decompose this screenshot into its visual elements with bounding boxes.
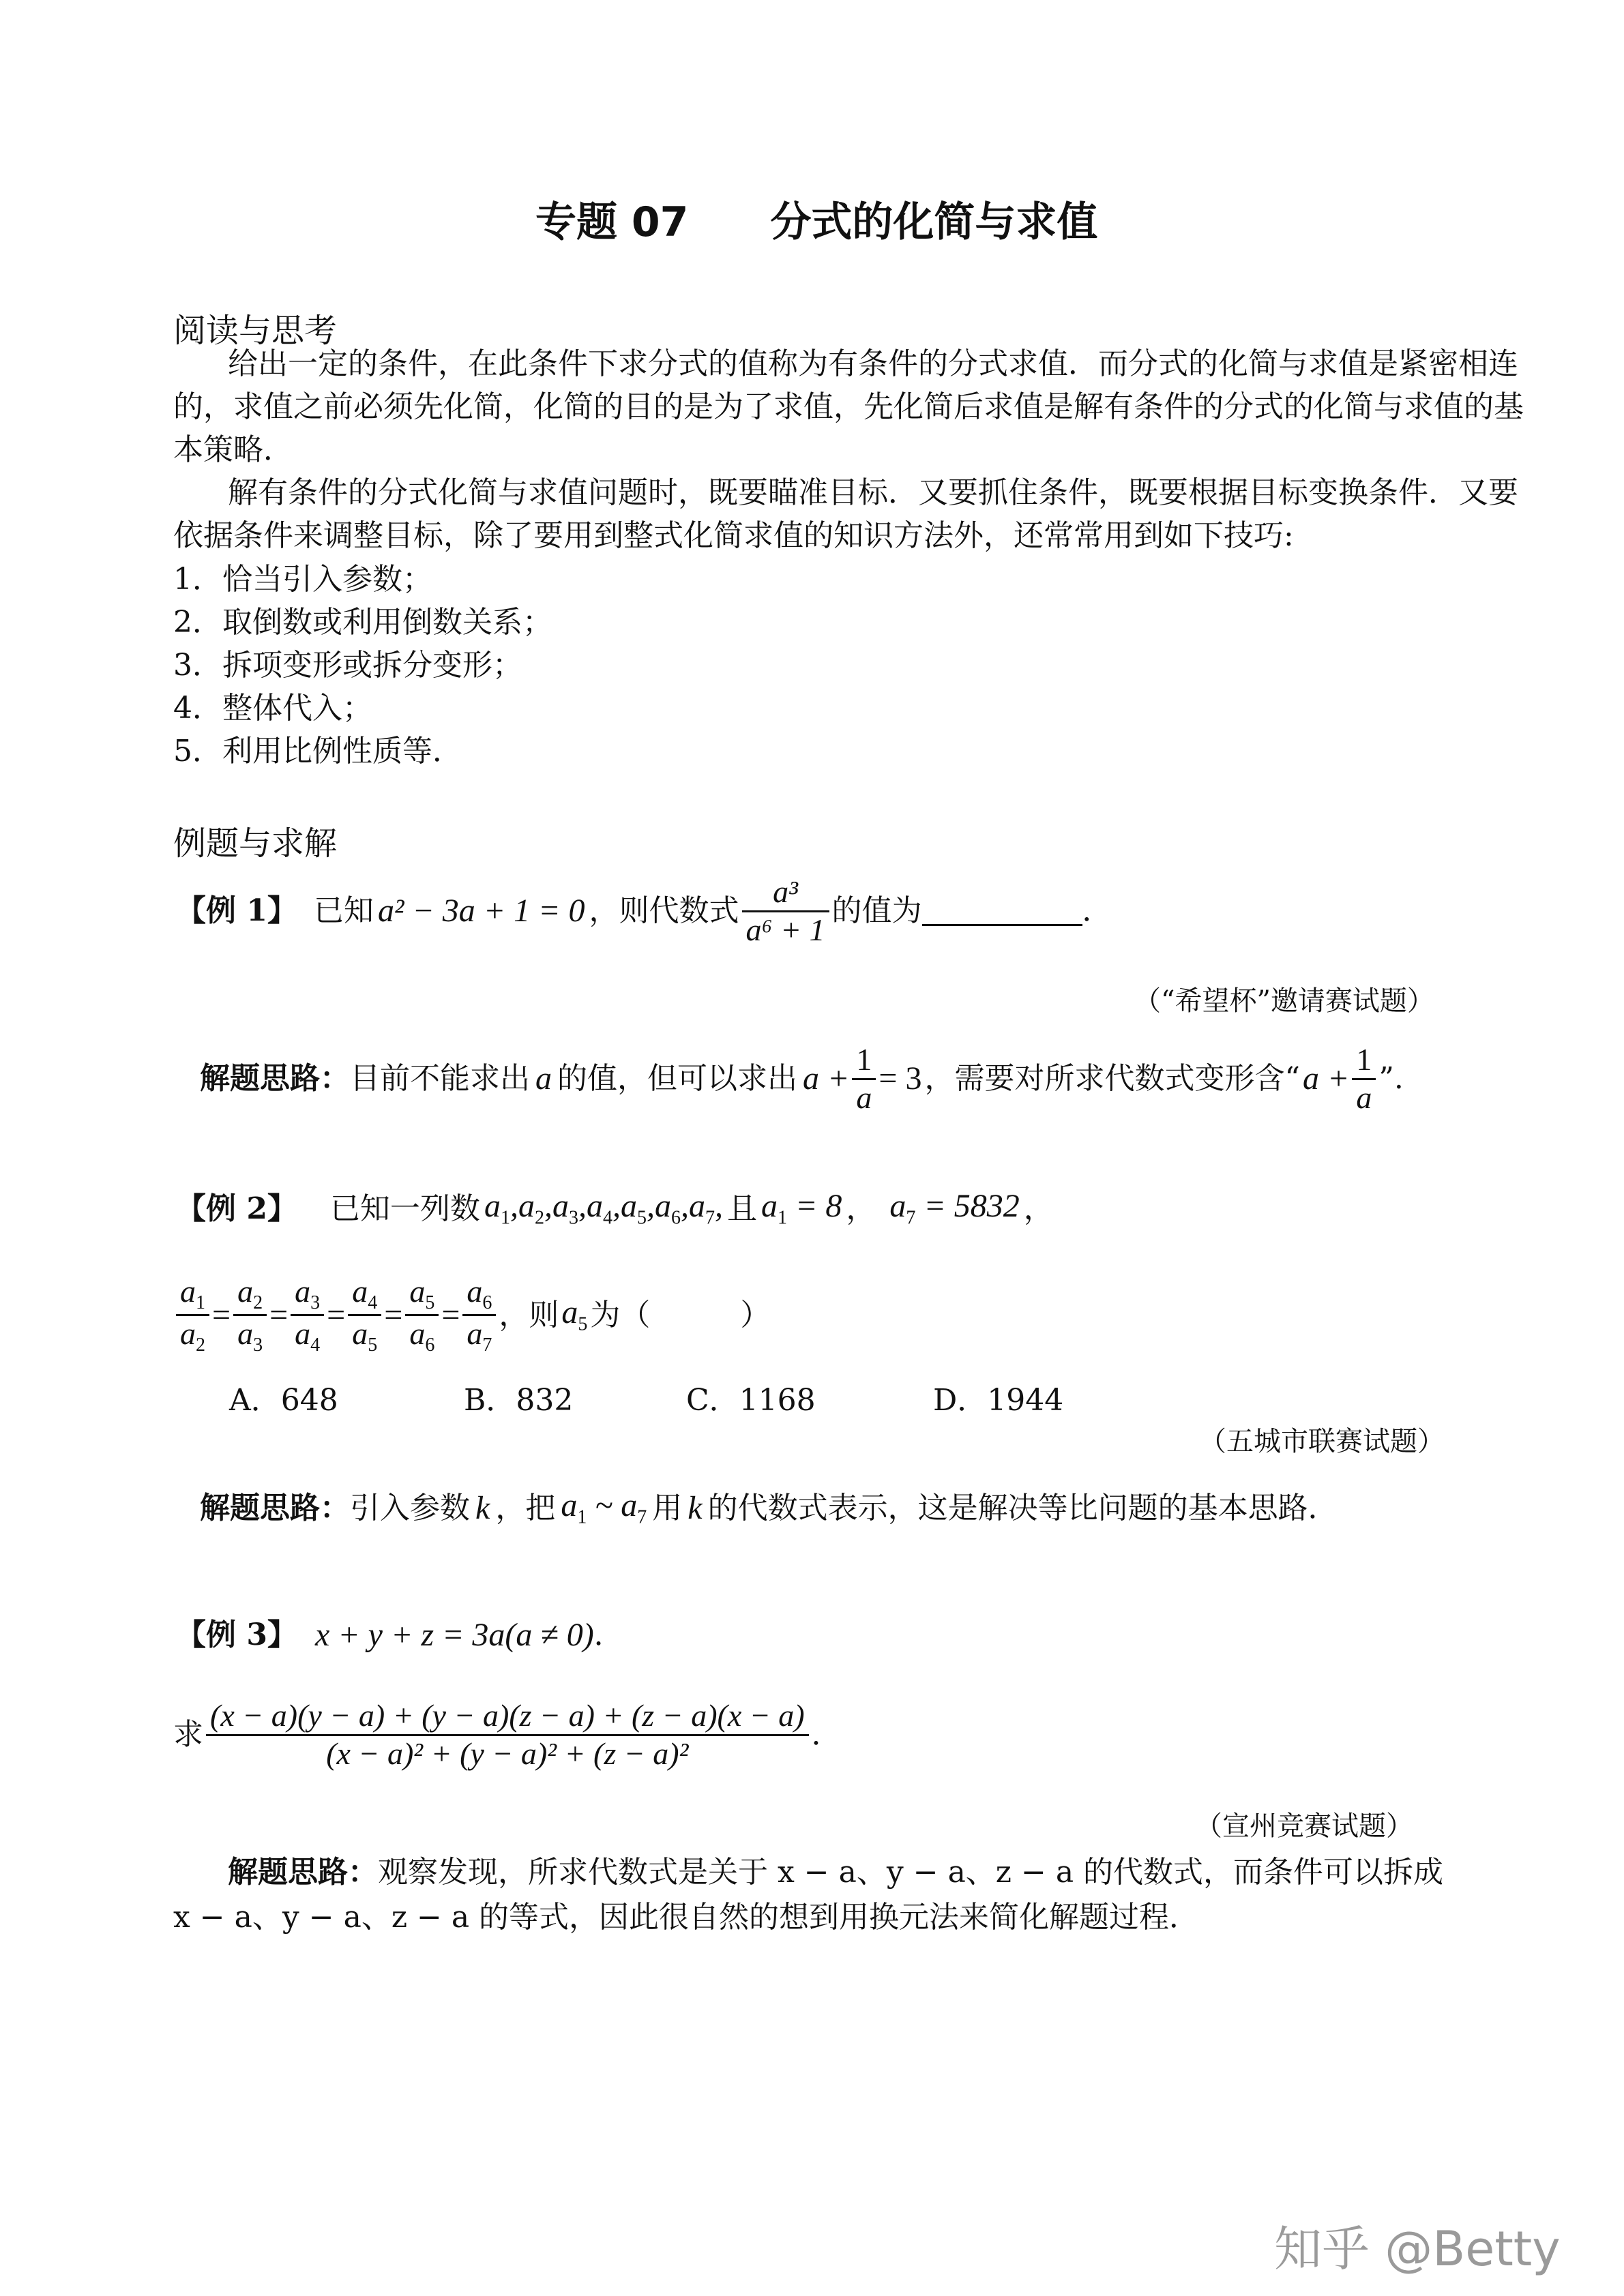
hint-text: 的值，但可以求出 [557,1061,797,1097]
fraction-numerator: a³ [742,874,829,912]
example-1-text: ，则代数式 [589,893,739,929]
example-3-source: （宣州竞赛试题） [1195,1810,1413,1842]
hint-text: ，需要对所求代数式变形含“ [924,1061,1300,1097]
example-2-text: ， [846,1191,876,1226]
hint-text: 用 [652,1490,683,1525]
example-2-text: 已知一列数 [329,1191,480,1226]
example-1-fraction [742,874,829,949]
example-2-text: ， [1023,1191,1054,1226]
hint-text: 观察发现，所求代数式是关于 x − a、y − a、z − a 的代数式，而条件可以拆成 [378,1855,1444,1890]
math-symbol: = [327,1296,346,1333]
option: D．1944 [933,1383,1064,1418]
fraction-denominator: (x − a)² + (y − a)² + (z − a)² [326,1735,689,1771]
technique-item: 3．拆项变形或拆分变形； [173,648,522,683]
example-3-expression [173,1698,842,1772]
ratio-fraction: $\frac{a_1}{a_2}$ [176,1274,209,1357]
math-symbol: $a_5$ [561,1294,588,1335]
reading-paragraph-2-line-1: 解有条件的分式化简与求值问题时，既要瞄准目标．又要抓住条件，既要根据目标变换条件．又要 [228,475,1518,510]
fraction-one-over-a: $\frac{1}{a}$ [852,1042,876,1116]
ratio-fraction: $\frac{a_2}{a_3}$ [233,1274,267,1357]
example-1-text: 已知 [313,893,374,929]
ratio-fraction: $\frac{a_3}{a_4}$ [291,1274,324,1357]
math-symbol: = [269,1296,289,1333]
example-3-text: ． [811,1717,842,1753]
reading-paragraph-1-line-2: 的，求值之前必须先化简，化简的目的是为了求值，先化简后求值是解有条件的分式的化简与求值的基 [173,389,1524,424]
technique-item: 5．利用比例性质等． [173,734,462,769]
hint-text: ”. [1378,1061,1404,1097]
math-symbol: a + [1302,1060,1350,1097]
variable-a: a [535,1060,552,1097]
hint-label: 解题思路： [200,1061,350,1097]
option: A．648 [229,1383,338,1418]
example-2-ratios [173,1274,770,1357]
math-symbol: $a_1$ ~ $a_7$ [561,1487,647,1528]
example-3-condition: x + y + z = 3a(a ≠ 0) [314,1617,594,1653]
math-symbol: a + [803,1060,850,1097]
example-1-source: （“希望杯”邀请赛试题） [1134,985,1434,1017]
example-1-text: 的值为 [831,893,922,929]
example-3-hint-line-2: x − a、y − a、z − a 的等式，因此很自然的想到用换元法来简化解题过程． [173,1900,1200,1935]
example-2-text: ，则 [499,1297,559,1332]
hint-text: 的代数式表示，这是解决等比问题的基本思路． [707,1490,1338,1525]
example-1-tag: 【例 1】 [176,893,297,929]
example-3-fraction [206,1698,809,1772]
watermark: 知乎 @Betty [1274,2221,1561,2277]
math-symbol: = [384,1296,403,1333]
ratio-fraction: $\frac{a_5}{a_6}$ [405,1274,439,1357]
ratio-fraction: $\frac{a_4}{a_5}$ [348,1274,381,1357]
fraction-numerator: (x − a)(y − a) + (y − a)(z − a) + (z − a)(x − a) [206,1698,809,1736]
example-1-equation: a² − 3a + 1 = 0 [377,893,585,929]
reading-paragraph-1-line-3: 本策略． [173,432,293,467]
example-3-hint-line-1 [228,1855,1444,1890]
math-symbol: $a_1 = 8$ [761,1188,842,1229]
page-title: 专题 07 分式的化简与求值 [535,198,1098,246]
variable-k: k [475,1489,490,1526]
reading-paragraph-2-line-2: 依据条件来调整目标，除了要用到整式化简求值的知识方法外，还常常用到如下技巧: [173,518,1294,553]
fraction-denominator: a⁶ + 1 [745,912,825,947]
math-symbol: = 3 [879,1060,922,1097]
option: C．1168 [686,1383,816,1418]
option: B．832 [464,1383,574,1418]
hint-text: 目前不能求出 [350,1061,530,1097]
variable-k: k [688,1489,703,1526]
fraction-one-over-a: $\frac{1}{a}$ [1352,1042,1376,1116]
ratio-fraction: $\frac{a_6}{a_7}$ [462,1274,496,1357]
example-2-text: 为（ ） [590,1297,771,1332]
example-2-tag: 【例 2】 [176,1191,297,1226]
hint-label: 解题思路： [200,1490,350,1525]
technique-item: 4．整体代入； [173,691,372,726]
example-3-tag: 【例 3】 [176,1617,297,1652]
technique-item: 2．取倒数或利用倒数关系； [173,605,552,640]
math-symbol: = [212,1296,231,1333]
math-symbol: = [441,1296,460,1333]
example-3-text: 求 [173,1717,203,1753]
hint-text: 引入参数 [350,1490,470,1525]
hint-label: 解题思路： [228,1855,378,1890]
technique-item: 1．恰当引入参数； [173,562,432,597]
example-2-text: 且 [726,1191,757,1226]
example-1 [176,874,1112,949]
example-2 [176,1190,1054,1228]
math-symbol: $a_1,a_2,a_3,a_4,a_5,a_6,a_7$, [484,1188,723,1229]
example-2-hint [200,1489,1338,1527]
example-3-text: ． [593,1617,624,1652]
example-1-text: ． [1082,893,1112,929]
reading-paragraph-1-line-1: 给出一定的条件，在此条件下求分式的值称为有条件的分式求值．而分式的化简与求值是紧密相连 [228,346,1518,381]
hint-text: ，把 [495,1490,556,1525]
example-2-source: （五城市联赛试题） [1199,1426,1445,1457]
example-1-hint [200,1042,1404,1116]
math-symbol: $a_7 = 5832$ [889,1188,1020,1229]
answer-blank [922,897,1082,926]
example-3 [176,1619,624,1652]
section-heading-reading: 阅读与思考 [173,312,338,350]
section-heading-examples: 例题与求解 [173,824,338,863]
